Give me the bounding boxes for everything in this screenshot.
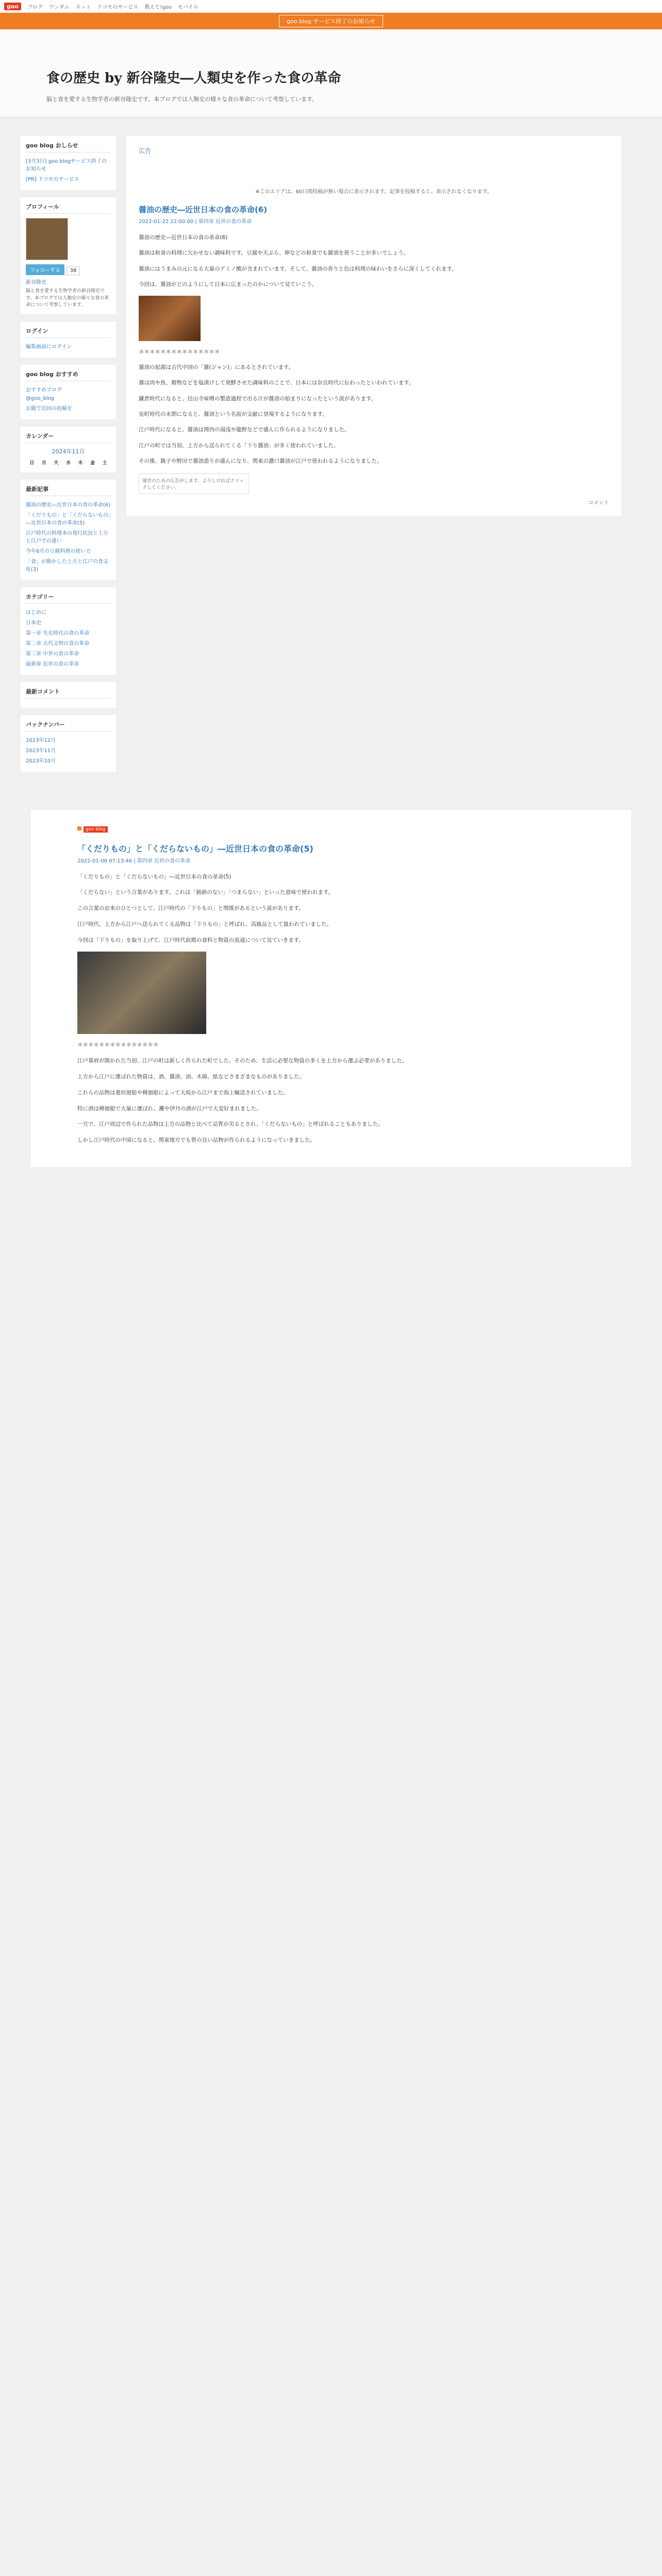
post-paragraph: 醤油の歴史―近世日本の食の革命(6) bbox=[139, 234, 228, 241]
profile-name[interactable]: 新谷隆史 bbox=[26, 280, 46, 285]
top-link[interactable]: ブログ bbox=[27, 4, 43, 10]
category-link[interactable]: 第二章 古代文明の食の革命 bbox=[26, 640, 90, 647]
backnumber-link[interactable]: 2023年12月 bbox=[26, 737, 56, 743]
post-paragraph: 醤油にはうまみの元になる大量のアミノ酸が含まれています。そして、醤油の香りと色は料理の味わいをさらに深くしてくれます。 bbox=[139, 265, 457, 272]
post-paragraph: 江戸時代、上方から江戸へ送られてくる品物は「下りもの」と呼ばれ、高級品として扱われていました。 bbox=[77, 921, 333, 928]
comments-box bbox=[21, 682, 116, 708]
calendar-month: 2024年11月 bbox=[52, 448, 85, 455]
category-link[interactable]: 最新着 近世の食の革命 bbox=[26, 661, 79, 667]
service-notice-bar bbox=[0, 13, 662, 29]
category-link[interactable]: はじめに bbox=[26, 609, 46, 616]
service-end-notice-button[interactable]: goo blog サービス終了のお知らせ bbox=[279, 15, 383, 27]
recent-post-link[interactable]: 「食」が動かした上方と江戸の食文化(3) bbox=[26, 558, 108, 572]
weekday: 土 bbox=[102, 460, 107, 466]
top-nav bbox=[0, 0, 662, 13]
post-paragraph: ＊＊＊＊＊＊＊＊＊＊＊＊＊＊＊ bbox=[77, 1041, 159, 1048]
recommend-link[interactable]: お題で次回の投稿を bbox=[26, 405, 72, 412]
post-meta[interactable]: 2022-01-22 22:00:00 | 第四章 近世の食の革命 bbox=[139, 219, 252, 225]
section-heading: ログイン bbox=[26, 327, 111, 338]
soy-sauce-photo bbox=[139, 296, 201, 341]
post-paragraph: 今回は「下りもの」を取り上げて、江戸時代前期の食料と物資の流通について見ていきます。 bbox=[77, 937, 304, 944]
section-heading: goo blog おしらせ bbox=[26, 141, 111, 152]
blog-header bbox=[0, 29, 662, 117]
post-paragraph: 特に酒は樽廻船で大量に運ばれ、灘や伊丹の酒が江戸で大変好まれました。 bbox=[77, 1105, 262, 1112]
section-heading: カテゴリー bbox=[26, 592, 111, 604]
post-article bbox=[126, 136, 621, 516]
post-title[interactable]: 「くだりもの」と「くだらないもの」―近世日本の食の革命(5) bbox=[77, 843, 313, 854]
backnumber-link[interactable]: 2023年10月 bbox=[26, 758, 56, 764]
ad-area[interactable] bbox=[139, 155, 609, 180]
post-paragraph: 「くだりもの」と「くだらないもの」―近世日本の食の革命(5) bbox=[77, 873, 231, 880]
weekday: 月 bbox=[41, 460, 46, 466]
notice-link[interactable]: [PR] ドコモのサービス bbox=[26, 177, 79, 182]
profile-desc: 脳と食を愛する生物学者の新谷隆史です。本ブログでは人類史の様々な食の革命について考察しています。 bbox=[26, 289, 109, 308]
recommend-link[interactable]: @goo_blog bbox=[26, 395, 55, 401]
weekday: 金 bbox=[90, 460, 95, 466]
category-link[interactable]: 第三章 中世の食の革命 bbox=[26, 651, 79, 657]
post-paragraph: ＊＊＊＊＊＊＊＊＊＊＊＊＊＊＊ bbox=[139, 348, 220, 355]
post-paragraph: 鎌倉時代になると、径山寺味噌の製造過程で出る汁が醤油の始まりになったという説があります。 bbox=[139, 395, 377, 402]
top-link[interactable]: 教えて!goo bbox=[144, 4, 172, 10]
recent-post-link[interactable]: 江戸時代の料理本の発行状況と上方と江戸での違い bbox=[26, 530, 108, 544]
post-body bbox=[139, 233, 609, 466]
no-post-notice: ※このエリアは、60日間投稿が無い場合に表示されます。記事を投稿すると、表示されなくなります。 bbox=[255, 189, 492, 195]
section-heading: 最新コメント bbox=[26, 687, 111, 699]
post-article-2 bbox=[31, 810, 631, 1167]
post-paragraph: しかし江戸時代の中頃になると、関東地方でも質の良い品物が作られるようになっていきました。 bbox=[77, 1137, 316, 1144]
post-paragraph: 江戸の町では当初、上方から送られてくる「下り醤油」が多く使われていました。 bbox=[139, 442, 339, 449]
recent-posts-box bbox=[21, 480, 116, 580]
blog-description: 脳と食を愛する生物学者の新谷隆史です。本ブログでは人類史の様々な食の革命について考察しています。 bbox=[46, 96, 318, 103]
comment-link[interactable]: コメント bbox=[588, 500, 609, 506]
weekday: 日 bbox=[29, 460, 35, 466]
ad-label: 広告 bbox=[139, 147, 152, 155]
post-paragraph: 江戸幕府が開かれた当初、江戸の町は新しく作られた町でした。そのため、生活に必要な物資の多くを上方から運ぶ必要がありました。 bbox=[77, 1057, 408, 1064]
support-box[interactable]: 運営のための広告がします。よろしければクリックしてください。 bbox=[139, 473, 249, 494]
top-link[interactable]: ドコモのサービス bbox=[97, 4, 139, 10]
post-meta[interactable]: 2022-01-06 07:13:46 | 第四章 近世の食の革命 bbox=[77, 858, 191, 864]
backnumber-link[interactable]: 2023年11月 bbox=[26, 748, 56, 754]
section-heading: プロフィール bbox=[26, 202, 111, 214]
goo-blog-badge[interactable]: goo blog bbox=[84, 826, 108, 833]
recent-post-link[interactable]: 今年6月の豆腐料理の使い方 bbox=[26, 548, 91, 554]
weekday: 木 bbox=[78, 460, 83, 466]
notice-link[interactable]: [3月3日] goo blogサービス終了のお知らせ bbox=[26, 159, 107, 172]
post-paragraph: この言葉の由来のひとつとして、江戸時代の「下りもの」と関係があるという説があります。 bbox=[77, 905, 304, 912]
top-link[interactable]: ネット bbox=[75, 4, 91, 10]
post-paragraph: 上方から江戸に運ばれた物資は、酒、醤油、油、木綿、紙などさまざまなものがありました。 bbox=[77, 1073, 305, 1080]
recommend-link[interactable]: おすすめブログ bbox=[26, 387, 62, 393]
calendar-table bbox=[26, 457, 111, 467]
login-link[interactable]: 編集画面にログイン bbox=[26, 344, 72, 350]
category-link[interactable]: 第一章 先史時代の食の革命 bbox=[26, 630, 90, 636]
section-heading: バックナンバー bbox=[26, 720, 111, 732]
recommend-box bbox=[21, 365, 116, 419]
top-link[interactable]: モバイル bbox=[177, 4, 198, 10]
rss-icon[interactable] bbox=[77, 826, 81, 831]
category-link[interactable]: 日本史 bbox=[26, 620, 41, 626]
recent-post-link[interactable]: 「くだりもの」と「くだらないもの」―近世日本の食の革命(5) bbox=[26, 512, 111, 526]
weekday: 水 bbox=[65, 460, 71, 466]
profile-box bbox=[21, 197, 116, 314]
blog-title[interactable]: 食の歴史 by 新谷隆史―人類史を作った食の革命 bbox=[46, 71, 341, 86]
post-paragraph: 一方で、江戸周辺で作られた品物は上方の品物と比べて品質が劣るとされ、「くだらないもの」と呼ばれることもありました。 bbox=[77, 1121, 384, 1128]
top-link[interactable]: ワンダム bbox=[49, 4, 70, 10]
post-paragraph: 醤油は和食の料理に欠かせない調味料です。豆腐や天ぷら、卵などの和食でも醤油を使うことが多いでしょう。 bbox=[139, 250, 409, 257]
section-heading: goo blog おすすめ bbox=[26, 370, 111, 381]
calendar-box bbox=[21, 427, 116, 472]
post-paragraph: 室町時代の末期になると、醤油という名前が文献に登場するようになります。 bbox=[139, 411, 328, 417]
goo-notice-box bbox=[21, 136, 116, 190]
profile-image[interactable] bbox=[26, 218, 68, 260]
post-paragraph: 醤は肉や魚、穀物などを塩漬けして発酵させた調味料のことで、日本には奈良時代に伝わったといわれています。 bbox=[139, 380, 415, 386]
post-paragraph: 今回は、醤油がどのようにして日本に広まったのかについて見ていこう。 bbox=[139, 281, 318, 288]
login-box bbox=[21, 321, 116, 358]
sidebar bbox=[21, 136, 116, 779]
follow-button[interactable]: フォローする bbox=[26, 264, 64, 275]
section-heading: カレンダー bbox=[26, 432, 111, 443]
post-paragraph: 江戸時代になると、醤油は関西の湯浅や龍野などで盛んに作られるようになりました。 bbox=[139, 427, 350, 433]
post-title[interactable]: 醤油の歴史―近世日本の食の革命(6) bbox=[139, 205, 268, 214]
category-box bbox=[21, 587, 116, 675]
main-content bbox=[126, 136, 621, 779]
weekday: 火 bbox=[54, 460, 59, 466]
follower-count: 38 bbox=[67, 266, 80, 275]
goo-logo[interactable]: goo bbox=[4, 3, 21, 10]
shop-photo bbox=[77, 952, 206, 1034]
post-paragraph: 「くだらない」という言葉があります。これは「価値のない」「つまらない」といった意味で使われます。 bbox=[77, 889, 334, 896]
section-heading: 最新記事 bbox=[26, 485, 111, 496]
backnumber-box bbox=[21, 715, 116, 772]
post-paragraph: 醤油の起源は古代中国の「醤(ジャン)」にあるとされています。 bbox=[139, 364, 294, 370]
post-paragraph: これらの品物は菱垣廻船や樽廻船によって大坂から江戸まで海上輸送されていました。 bbox=[77, 1089, 289, 1096]
post-body bbox=[77, 872, 585, 1146]
post-paragraph: その後、銚子や野田で醤油造りが盛んになり、関東の濃口醤油が江戸で使われるようになりました。 bbox=[139, 458, 383, 465]
recent-post-link[interactable]: 醤油の歴史―近世日本の食の革命(6) bbox=[26, 502, 111, 508]
